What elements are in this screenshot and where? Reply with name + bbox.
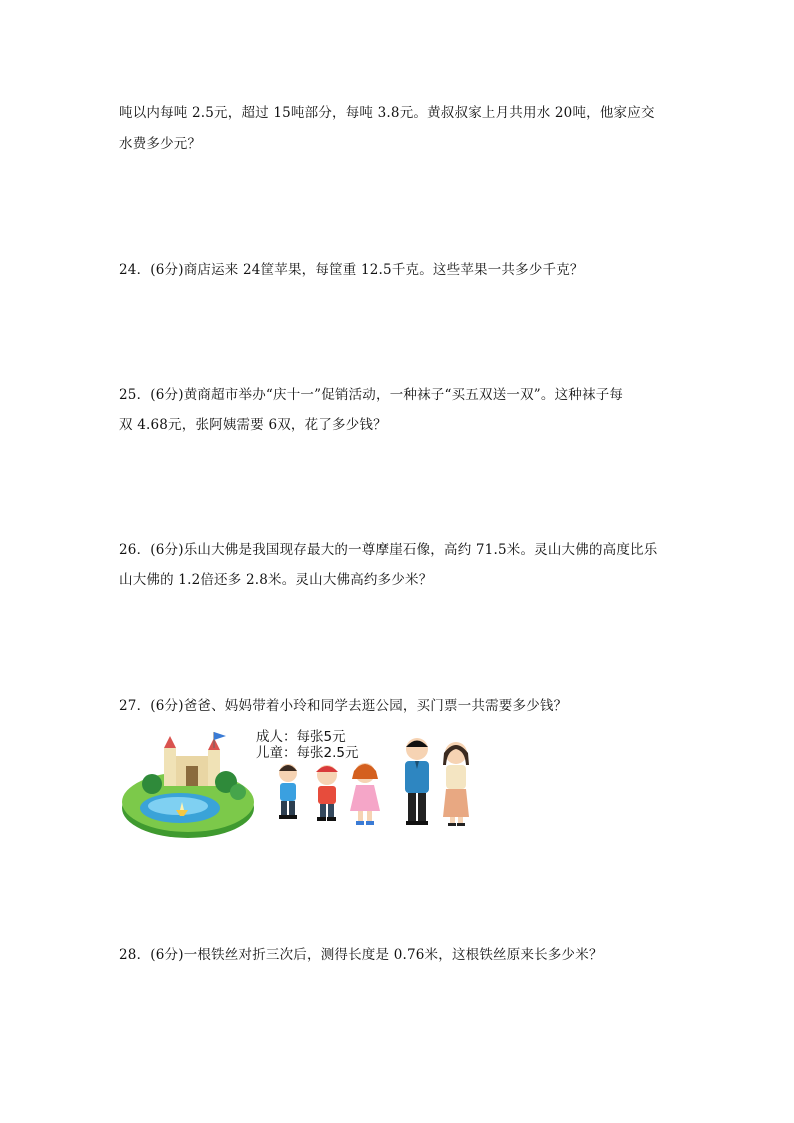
boy-with-cap-figure xyxy=(316,765,338,821)
boy-figure xyxy=(279,764,297,819)
q23-line-1: 吨以内每吨 2.5元，超过 15吨部分，每吨 3.8元。黄叔叔家上月共用水 20吨，他家应交 xyxy=(119,105,655,121)
park-illustration xyxy=(118,728,258,840)
q23-line-2: 水费多少元？ xyxy=(119,136,202,152)
q26-line-1: 26．(6分)乐山大佛是我国现存最大的一尊摩崖石像，高约 71.5米。灵山大佛的高度比乐 xyxy=(119,542,658,558)
child-ticket-price: 儿童：每张2.5元 xyxy=(256,745,359,761)
q28-line-1: 28．(6分)一根铁丝对折三次后，测得长度是 0.76米，这根铁丝原来长多少米？ xyxy=(119,947,603,963)
q26-line-2: 山大佛的 1.2倍还多 2.8米。灵山大佛高约多少米？ xyxy=(119,572,433,588)
father-figure xyxy=(405,738,429,825)
adult-ticket-price: 成人：每张5元 xyxy=(256,729,346,745)
girl-figure xyxy=(350,763,380,825)
q25-line-2: 双 4.68元，张阿姨需要 6双，花了多少钱？ xyxy=(119,417,387,433)
q27-line-1: 27．(6分)爸爸、妈妈带着小玲和同学去逛公园，买门票一共需要多少钱？ xyxy=(119,698,568,714)
q24-line-1: 24．(6分)商店运来 24筐苹果，每筐重 12.5千克。这些苹果一共多少千克？ xyxy=(119,262,584,278)
family-illustration xyxy=(270,735,480,837)
mother-figure xyxy=(443,742,469,826)
q25-line-1: 25．(6分)黄商超市举办“庆十一”促销活动，一种袜子“买五双送一双”。这种袜子每 xyxy=(119,387,624,403)
